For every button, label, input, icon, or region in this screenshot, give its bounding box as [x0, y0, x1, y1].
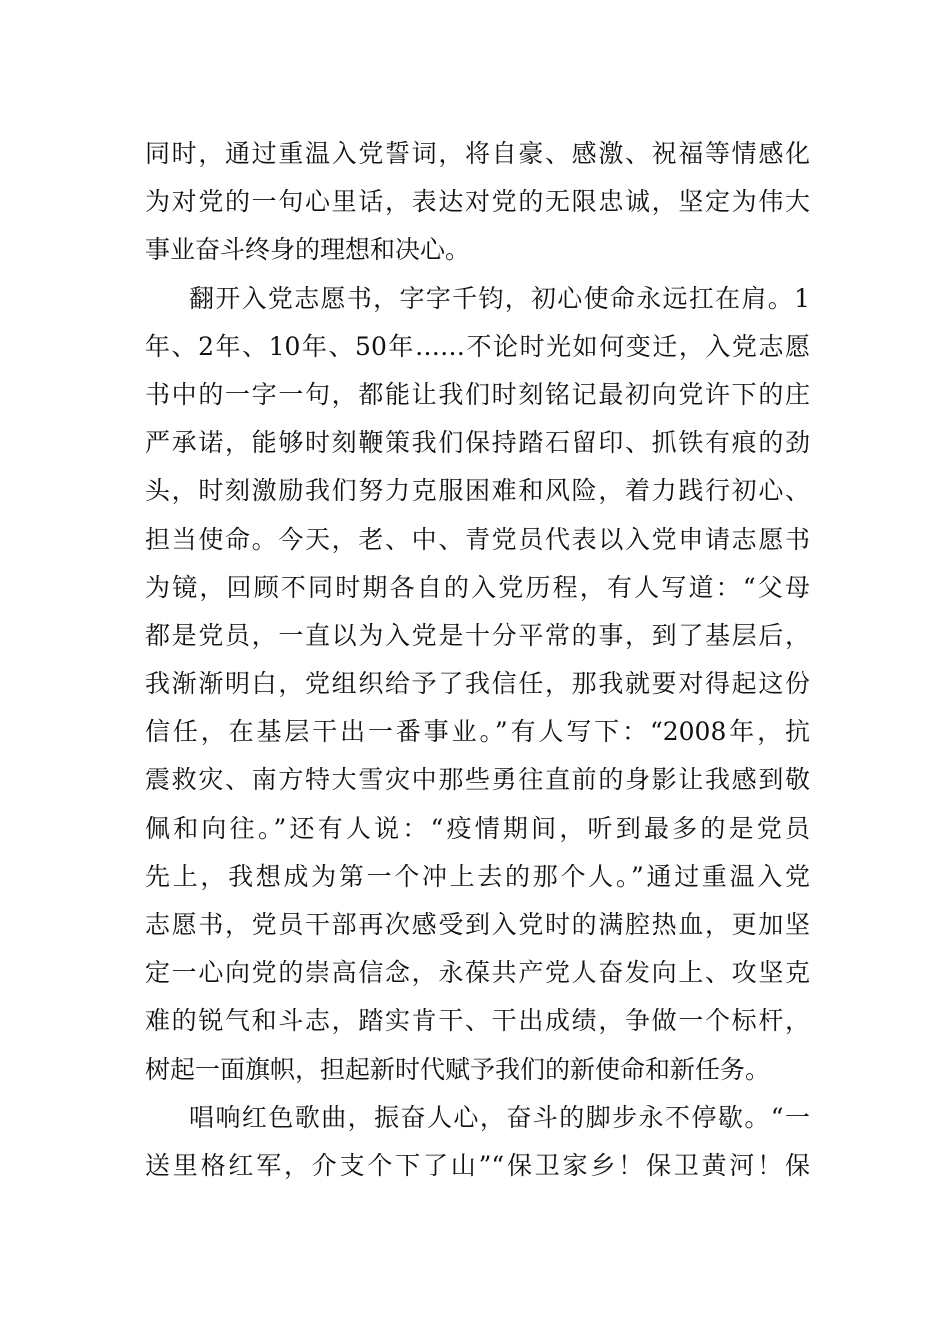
text-line: 翻开入党志愿书，字字千钧，初心使命永远扛在肩。1 — [189, 283, 810, 313]
text-line: 震救灾、南方特大雪灾中那些勇往直前的身影让我感到敬 — [145, 765, 810, 795]
text-line: 信任，在基层干出一番事业。”有人写下：“2008年，抗 — [145, 717, 810, 747]
text-line: 树起一面旗帜，担起新时代赋予我们的新使命和新任务。 — [145, 1054, 771, 1084]
text-line: 送里格红军，介支个下了山”“保卫家乡！保卫黄河！保 — [145, 1150, 810, 1180]
text-line: 志愿书，党员干部再次感受到入党时的满腔热血，更加坚 — [145, 910, 810, 939]
text-line: 为对党的一句心里话，表达对党的无限忠诚，坚定为伟大 — [145, 187, 810, 217]
text-line: 我渐渐明白，党组织给予了我信任，那我就要对得起这份 — [145, 669, 810, 699]
text-line: 同时，通过重温入党誓词，将自豪、感激、祝福等情感化 — [145, 139, 810, 168]
text-line: 严承诺，能够时刻鞭策我们保持踏石留印、抓铁有痕的劲 — [145, 428, 810, 458]
text-line: 唱响红色歌曲，振奋人心，奋斗的脚步永不停歇。“一 — [189, 1102, 810, 1132]
text-line: 担当使命。今天，老、中、青党员代表以入党申请志愿书 — [145, 524, 810, 554]
text-line: 佩和向往。”还有人说：“疫情期间，听到最多的是党员 — [145, 813, 810, 843]
text-line: 事业奋斗终身的理想和决心。 — [145, 235, 471, 265]
text-line: 先上，我想成为第一个冲上去的那个人。”通过重温入党 — [145, 861, 810, 891]
text-line: 头，时刻激励我们努力克服困难和风险，着力践行初心、 — [145, 476, 810, 506]
document-body — [145, 130, 810, 1190]
text-line: 年、2年、10年、50年……不论时光如何变迁，入党志愿 — [145, 331, 810, 361]
text-line: 都是党员，一直以为入党是十分平常的事，到了基层后， — [145, 620, 810, 650]
text-line: 定一心向党的崇高信念，永葆共产党人奋发向上、攻坚克 — [145, 958, 810, 988]
text-line: 难的锐气和斗志，踏实肯干、干出成绩，争做一个标杆， — [145, 1006, 810, 1036]
text-line: 书中的一字一句，都能让我们时刻铭记最初向党许下的庄 — [145, 379, 810, 409]
text-line: 为镜，回顾不同时期各自的入党历程，有人写道：“父母 — [145, 572, 810, 602]
